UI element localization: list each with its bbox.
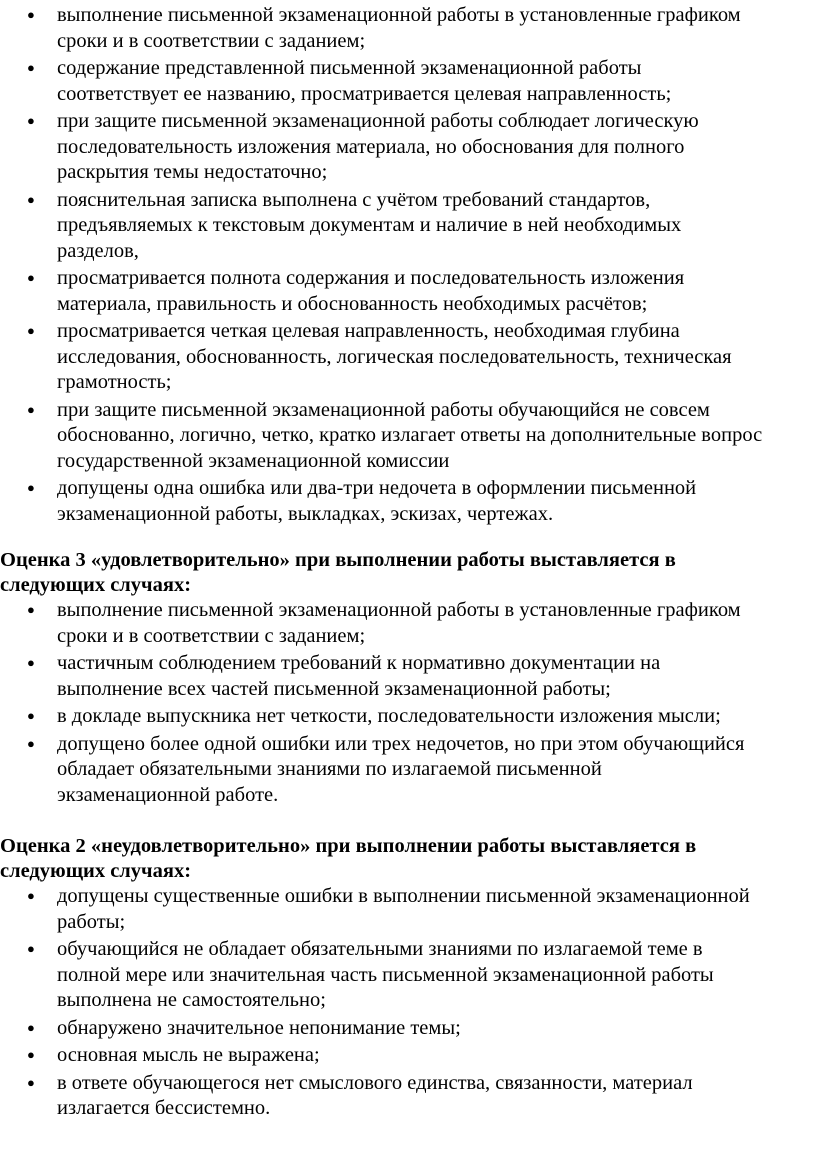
list-item-text: при защите письменной экзаменационной работы обучающийся не совсем обоснованно, логично, четко, кратко излагает ответы на дополнительные вопрос государственной экзаменационной комиссии bbox=[57, 398, 763, 472]
list-item-text: основная мысль не выражена; bbox=[57, 1044, 320, 1066]
bullet-icon: ● bbox=[27, 323, 35, 338]
bullet-icon: ● bbox=[27, 655, 35, 670]
list-item bbox=[0, 884, 816, 935]
list-item bbox=[0, 398, 816, 475]
list-item bbox=[0, 56, 816, 107]
list-item-text: пояснительная записка выполнена с учётом требований стандартов, предъявляемых к текстовым документам и наличие в ней необходимых разделов, bbox=[57, 188, 682, 262]
list-item bbox=[0, 319, 816, 396]
list-item bbox=[0, 704, 816, 730]
list-item bbox=[0, 937, 816, 1014]
list-item-text: частичным соблюдением требований к нормативно документации на выполнение всех частей письменной экзаменационной работы; bbox=[57, 652, 661, 700]
bullet-icon: ● bbox=[27, 941, 35, 956]
list-item-text: обучающийся не обладает обязательными знаниями по излагаемой теме в полной мере или значительная часть письменной экзаменационной работы выполнена не самостоятельно; bbox=[57, 938, 714, 1011]
bullet-icon: ● bbox=[27, 1074, 35, 1090]
bullet-icon: ● bbox=[27, 480, 35, 495]
list-item bbox=[0, 3, 816, 54]
list-item bbox=[0, 188, 816, 265]
list-item bbox=[0, 476, 816, 527]
bullet-icon: ● bbox=[27, 735, 35, 751]
bullet-icon: ● bbox=[27, 270, 35, 285]
list-item-text: просматривается полнота содержания и последовательность изложения материала, правильность и обоснованность необходимых расчётов; bbox=[57, 267, 685, 315]
list-item bbox=[0, 732, 816, 809]
bullet-icon: ● bbox=[27, 888, 35, 903]
list-item-text: допущены одна ошибка или два-три недочета в оформлении письменной экзаменационной работы, выкладках, эскизах, чертежах. bbox=[57, 477, 697, 525]
grade-2-heading: Оценка 2 «неудовлетворительно» при выполнении работы выставляется в следующих случаях: bbox=[0, 835, 697, 882]
list-item bbox=[0, 598, 816, 649]
list-item-text: просматривается четкая целевая направленность, необходимая глубина исследования, обоснованность, логическая последовательность, техническая грамотность; bbox=[57, 320, 732, 393]
criteria-list-grade-2 bbox=[0, 884, 816, 1122]
list-item bbox=[0, 651, 816, 702]
list-item-text: выполнение письменной экзаменационной работы в установленные графиком сроки и в соответствии с заданием; bbox=[57, 599, 741, 647]
list-item-text: допущены существенные ошибки в выполнении письменной экзаменационной работы; bbox=[57, 885, 750, 933]
list-item-text: в ответе обучающегося нет смыслового единства, связанности, материал излагается бессистемно. bbox=[57, 1071, 693, 1119]
bullet-icon: ● bbox=[27, 113, 35, 128]
bullet-icon: ● bbox=[27, 1019, 35, 1035]
list-item-text: при защите письменной экзаменационной работы соблюдает логическую последовательность изложения материала, но обоснования для полного раскрытия темы недостаточно; bbox=[57, 110, 699, 183]
list-item-text: в докладе выпускника нет четкости, последовательности изложения мысли; bbox=[57, 705, 721, 727]
list-item bbox=[0, 1071, 816, 1122]
list-item bbox=[0, 1043, 816, 1069]
list-item-text: выполнение письменной экзаменационной работы в установленные графиком сроки и в соответствии с заданием; bbox=[57, 4, 741, 52]
list-item bbox=[0, 266, 816, 317]
list-item bbox=[0, 1016, 816, 1042]
grade-3-heading: Оценка 3 «удовлетворительно» при выполнении работы выставляется в следующих случаях: bbox=[0, 549, 676, 596]
list-item bbox=[0, 109, 816, 186]
list-item-text: содержание представленной письменной экзаменационной работы соответствует ее названию, просматривается целевая направленность; bbox=[57, 57, 672, 105]
bullet-icon: ● bbox=[27, 60, 35, 75]
criteria-list-grade-4 bbox=[0, 3, 816, 527]
list-item-text: обнаружено значительное непонимание темы; bbox=[57, 1016, 461, 1039]
bullet-icon: ● bbox=[27, 708, 35, 723]
bullet-icon: ● bbox=[27, 602, 35, 617]
bullet-icon: ● bbox=[27, 191, 35, 207]
list-item-text: допущено более одной ошибки или трех недочетов, но при этом обучающийся обладает обязательными знаниями по излагаемой письменной экзаменационной работе. bbox=[57, 732, 745, 806]
bullet-icon: ● bbox=[27, 7, 35, 22]
criteria-list-grade-3 bbox=[0, 598, 816, 808]
bullet-icon: ● bbox=[27, 401, 35, 417]
bullet-icon: ● bbox=[27, 1047, 35, 1062]
